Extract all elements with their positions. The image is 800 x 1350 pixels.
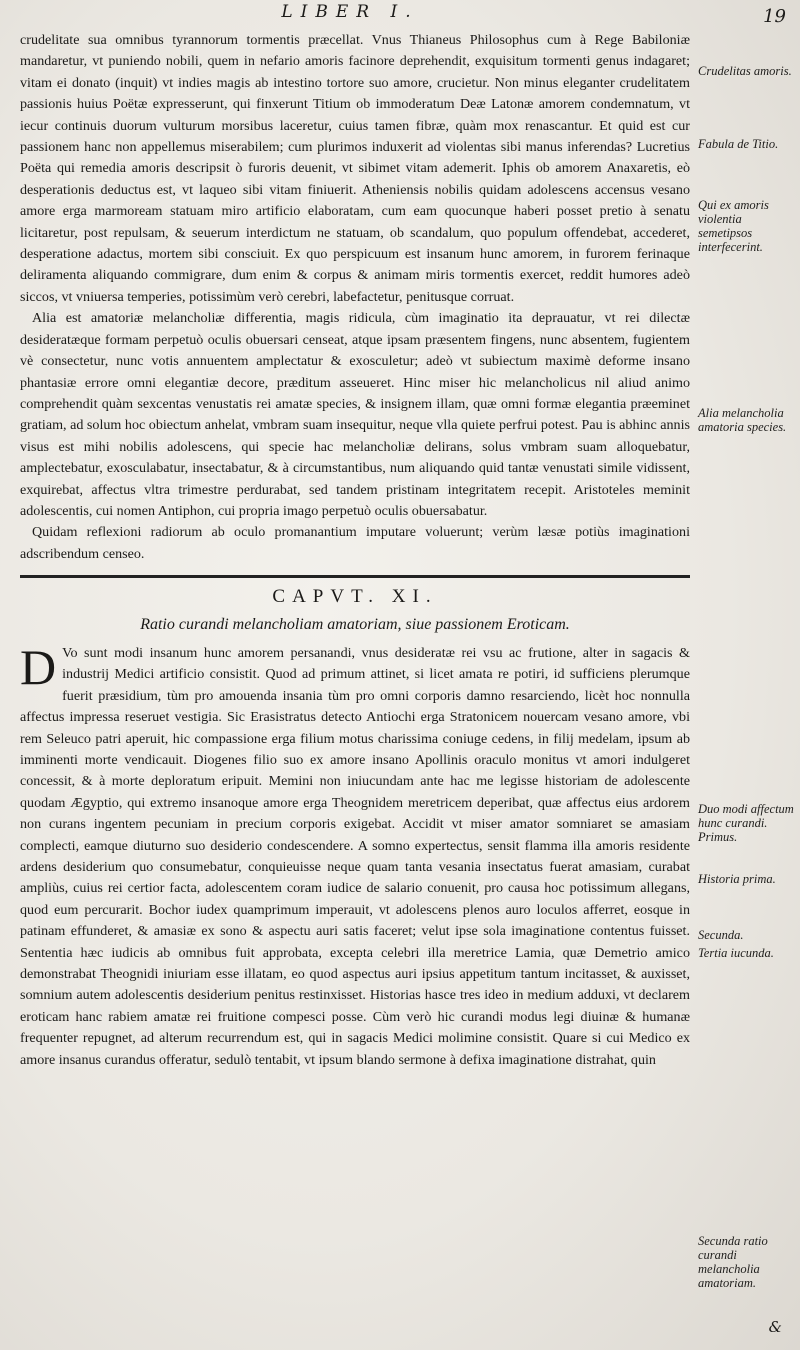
margin-note: Duo modi affectum hunc curandi. Primus. (698, 802, 794, 844)
paragraph-reflection: Quidam reflexioni radiorum ab oculo promanantium imputare voluerunt; verùm læsæ potiùs imaginationi adscribendum censeo. (20, 524, 690, 562)
page-number: 19 (763, 6, 786, 27)
margin-note: Secunda ratio curandi melancholia amatoriam. (698, 1234, 768, 1290)
chapter-divider (20, 575, 690, 578)
chapter-paragraph-text: Vo sunt modi insanum hunc amorem persanandi, vnus desideratæ rei vsu ac frutione, alter in sagacis & industrij Medici artificio consistit. Quod ad primum attinet, si licet amata re potiri, id sufficiens plerumque fuerit præsidium, tùm pro amouenda insania tùm pro omni corporis damno resarciendo, licèt hoc nonnulla affectus impressa reseruet vestigia. Sic Erasistratus detecto Antiochi erga Stratonicem nouercam vesano amore, vbi rem Seleuco patri aperuit, hic compassione erga filium motus charissima coniuge cedens, in filij medelam, ipsum ab imminenti morte vendicauit. Diogenes filio suo ex amore insano Apollinis oraculo monitus vt amori indulgeret concessit, & à morte deploratum eripuit. Memini non iniucundam ante hac me legisse historiam de adolescente quodam Ægyptio, qui extremo insanoque amore erga Theognidem meretricem deperibat, quæ affectus eius ardorem non curans ingentem pecuniam in precium corporis exigebat. Accidit vt miser amator somniaret se amasiam complecti, eamque diuturno suo desiderio condescendere. A somno expertectus, sensit flamma illa amoris residente ardens desiderium quo consumebatur, conquieuisse neque quam tanta vesania insectatus fuerat amasiam, curabat ampliùs, cuius rei certior facta, adolescentem coram iudice de salario conuenit, pro causa hoc potissimum allegans, quod eum percurarit. Bochor iudex quamprimum imperauit, vt adolescens plenos auro loculos afferret, eosque in patinam effunderet, & amasiæ ex sono & aspectu auri satis faceret; velut ipse sola imaginatione contentus fuisset. Sententia hæc iudicis ab omnibus fuit approbata, excepta celebri illa meretrice Lamia, quæ Demetrio amico demonstrabat Theognidi iniuriam esse illatam, eo quod aspectus auri ipsius appetitum tantum incitasset, & auxisset, somnium autem adolescentis desiderium penitus restinxisset. Historias hasce tres ideo in medium adduxi, vt declarem eroticam hanc rabiem amatæ rei fruitione compesci posse. Cùm verò hic curandi modus legi diuinæ & humanæ frequenter repugnet, ad alterum recurrendum est, qui in sagacis Medici molimine consistit. Quare si cui Medico ex amore insanus curandus offeratur, sedulò tentabit, vt ipsum blando sermone à defixa imaginatione distrahat, quin (20, 644, 690, 1068)
margin-note: Tertia iucunda. (698, 946, 774, 960)
chapter-subtitle: Ratio curandi melancholiam amatoriam, siue passionem Eroticam. (140, 615, 570, 633)
margin-note: Historia prima. (698, 872, 776, 886)
margin-note: Secunda. (698, 928, 744, 942)
margin-note: Qui ex amoris violentia semetipsos interfecerint. (698, 198, 769, 254)
margin-note: Crudelitas amoris. (698, 64, 792, 78)
chapter-paragraph (20, 638, 690, 1071)
margin-note: Alia melancholia amatoria species. (698, 406, 787, 434)
running-title: LIBER I. (281, 2, 419, 22)
chapter-title: CAPVT. XI. (272, 586, 438, 608)
main-text-column (20, 30, 690, 1071)
paragraph-ridiculous-melancholy: Alia est amatoriæ melancholiæ differentia, magis ridicula, cùm imaginatio ita deprauatur, vt rei dilectæ desideratæque formam perpetuò oculis obuersari censeat, atque ipsam præsentem fingens, nunc absentem, fugientem vè consectetur, nunc votis annuentem amplectatur & exosculetur; adeò vt subiectum maximè deforme insano phantasiæ errore omni elegantiæ decore, præditum asseueret. Hinc miser hic melancholicus nil aliud animo comprehendit quàm sexcentas venustatis rei amatæ species, & insignem illam, quæ omni formæ elegantia præeminet gratiam, ad solum hoc obiectum anhelat, vmbram suam insequitur, neque vlla quiete perfrui potest. Pau is abhinc annis visus est mihi nobilis adolescens, qui specie hac melancholiæ delirans, solus vmbram suam alloquebatur, amplectebatur, exosculabatur, insectabatur, & à circumstantibus, num aliquando quid tantæ venustati simile vidissent, exquirebat, affectus vltra trimestre perdurabat, sed tandem pristinam integritatem recepit. Aristoteles meminit adolescentis, cui nomen Antiphon, cui propria imago perpetuò oculis obuersabatur. (20, 310, 690, 519)
margin-note: Fabula de Titio. (698, 137, 779, 151)
catchword: & (768, 1318, 782, 1336)
paragraph-cruelty: crudelitate sua omnibus tyrannorum tormentis præcellat. Vnus Thianeus Philosophus cum à Rege Babiloniæ mandaretur, vt puniendo nobili, quem in nefario amoris facinore deprehendit, exquisitum tormenti genus indagaret; vitam ei donato (inquit) vt indies magis ab intestino tortore suo amore, crucietur. Non minus eleganter crudelitatem passionis huius Poëtæ expresserunt, qui finxerunt Titium ob immoderatum Deæ Latonæ amorem condemnatum, vt iecur continuis duorum vulturum morsibus laceretur, cuius tamen fibræ, quàm mox renascantur. Et quid est cur passionem hanc non appellemus miserabilem; cum plurimos induxerit ad violentas sibi manus inferendas? Lucretius Poëta qui remedia amoris descripsit ò furoris deuenit, vt sibimet vitam ademerit. Iphis ob amorem Anaxaretis, eò desperationis deductus est, vt laqueo sibi vitam finiuerit. Atheniensis nobilis quidam adolescens accensus vesano amore erga marmoream statuam miro artificio elaboratam, cum eam quocunque haberi posset pretio à senatu licitaretur, post repulsam, & seuerum interdictum ne statuam, ob scandalum, quo populum offendebat, accederet, desperatione adactus, mortem sibi consciuit. Ex quo perspicuum est insanum hunc amorem, in furorem ferinaque deliramenta aliquando commigrare, dum enim & corpus & animam miris tormentis exercet, reddit humores adeò siccos, vt vniuersa temperies, potissimùm verò cerebri, labefactetur, penitusque corruat. (20, 32, 690, 305)
drop-cap: D (20, 638, 57, 695)
